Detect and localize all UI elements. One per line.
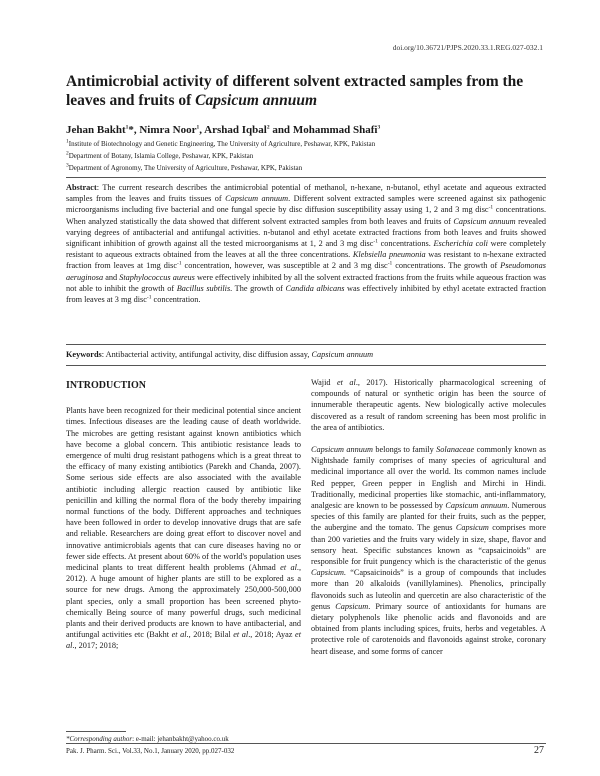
- author-name: Mohammad Shafi: [292, 124, 378, 136]
- species-name: Capsicum annuum: [453, 216, 516, 226]
- body-text: Wajid: [311, 378, 337, 387]
- body-text: . Primary source of antioxidants for humans are dietary polyphenols like phenolic acids and flavonoids and are obtained from plants including spices, fruits, herbs and vegetables. A protective role of carotenoids and flavonoids against stroke, coronary heart disease, and some forms of cancer: [311, 601, 546, 656]
- et-al: et al: [336, 378, 356, 387]
- body-text: ., 2012). A huge amount of higher plants are still to be explored as a source for new drugs. Among the approximately 250,000-500,000 plant species, only a small proportion has been screened phyto-chemically Being source of many powerful drugs, such medicinal plants and their derived products are known to have antibacterial, and antifungal activities etc (Bakht: [66, 563, 301, 640]
- author-name: Jehan Bakht: [66, 124, 126, 136]
- author-name: Nimra Noor: [139, 124, 197, 136]
- abstract-text: and: [103, 272, 120, 282]
- footer-divider: [66, 743, 546, 744]
- body-text: Plants have been recognized for their medicinal potential since ancient times. Infectious diseases are the leading cause of death worldwide. The microbes are getting resistant against known antibiotics which have become a global concern. This antibiotic resistance leads to emergence of multi drug resistant pathogens which is a great threat to the efficacy of many existing antibiotics (Parekh and Chanda, 2007). Some serious side effects are also associated with the available antibiotic including allergic reaction caused by antibiotic like penicillin and killing the normal flora of the body thereby impairing normal functions of the body. Different approaches and techniques have been followed in order to develop innovative drugs that are safe and reliable. Researchers are doing great effort to discover novel and innovative antimicrobials agents that can cure diseases having no or fewer side effects. At present about 60% of the world's population uses medicinal plants to treat different health problems (Ahmad: [66, 406, 301, 573]
- species-name: Solanaceae: [436, 445, 475, 455]
- et-al: et al: [280, 563, 297, 573]
- author-sep: ,: [199, 124, 205, 136]
- affiliation: [66, 152, 253, 161]
- footnote-email[interactable]: : e-mail: jehanbakht@yahoo.co.uk: [132, 735, 229, 743]
- body-text: belongs to family: [372, 445, 437, 455]
- paragraph: [311, 377, 546, 433]
- species-name: Candida albicans: [285, 283, 345, 293]
- species-name: Pseudomonas aeruginosa: [66, 261, 546, 282]
- footnote-divider: [66, 731, 126, 732]
- abstract-text: : The current research describes the antimicrobial potential of methanol, n-hexane, n-butanol, ethyl acetate and aqueous extracted samples from the leaves and fruits tissues of: [66, 183, 546, 204]
- abstract-text: concentrations. When analyzed statistically the data showed that different solvent extracted samples from both leaves and fruits of: [66, 205, 547, 226]
- species-name: Capsicum: [335, 601, 369, 611]
- et-al: et al: [171, 630, 187, 640]
- body-text: . Numerous species of this family are planted for their fruits, such as the pepper, the aubergine and the tomato. The genus: [311, 501, 546, 533]
- doi-link[interactable]: doi.org/10.36721/PJPS.2020.33.1.REG.027-032.1: [392, 43, 543, 52]
- body-text: “Capsaicinoids” is a group of compounds that includes more than 20 alkaloids (vanillylamines). Phenolics, principally flavonoids such as luteolin and quercetin are also characteristic of the genus: [311, 568, 546, 611]
- journal-citation: Pak. J. Pharm. Sci., Vol.33, No.1, January 2020, pp.027-032: [66, 747, 235, 755]
- body-text: ., 2017; 2018;: [72, 641, 119, 651]
- abstract-text: concentrations.: [377, 239, 434, 249]
- author-name: Arshad Iqbal: [204, 124, 267, 136]
- affiliation-text: Institute of Biotechnology and Genetic Engineering, The University of Agriculture, Peshawar, KPK, Pakistan: [68, 140, 376, 148]
- abstract-text: concentration, however, was susceptible at 2 and 3 mg disc: [181, 261, 388, 271]
- title-species: Capsicum annuum: [195, 92, 318, 109]
- exponent: -1: [146, 294, 152, 301]
- species-name: Capsicum: [455, 523, 489, 533]
- abstract-text: . The growth of: [230, 283, 286, 293]
- abstract-text: was effectively inhibited by ethyl acetate extracted fraction from leaves at 3 mg disc: [66, 283, 546, 305]
- footnote-label: *Corresponding author: [66, 735, 133, 743]
- species-name: Capsicum annuum: [225, 194, 289, 204]
- species-name: Capsicum annuum: [445, 501, 508, 511]
- abstract-text: was resistant to n-hexane extracted fraction from leaves at 1mg disc: [66, 250, 547, 271]
- author-affil-sup: 3: [377, 124, 381, 131]
- title-text: Antimicrobial activity of different solvent extracted samples from the leaves and fruits of: [66, 73, 524, 109]
- section-divider: [66, 177, 546, 178]
- body-text: commonly known as Nightshade family comprises of many species of agricultural and medicinal importance all over the world. Its common names include Red pepper, Green pepper in English and Mirchi in Hindi. Traditionally, medicinal properties like stomachic, anti-inflammatory, analgesic are known to be possessed by: [311, 445, 546, 511]
- body-text: ., 2018; Ayaz: [248, 630, 296, 640]
- corresponding-author: [66, 735, 229, 743]
- affiliation-sup: 1: [66, 138, 69, 145]
- section-divider: [66, 365, 546, 366]
- paragraph: [311, 444, 546, 657]
- keywords-species: Capsicum annuum: [311, 350, 374, 359]
- species-name: Escherichia coli: [433, 239, 488, 249]
- species-name: Staphylococcus aureus: [119, 272, 195, 282]
- species-name: Capsicum.: [311, 568, 347, 578]
- keywords: [66, 350, 546, 359]
- exponent: -1: [373, 238, 378, 245]
- abstract-label: Abstract: [66, 183, 97, 192]
- page-number: 27: [534, 745, 544, 756]
- abstract-text: revealed varying degrees of antibacterial and antifungal activities. n-butanol and ethyl acetate extracted fractions from both leaves and fruits showed significant inhibition of growth against all the tested microorganisms at 1, 2 and 3 mg disc: [66, 216, 547, 249]
- exponent: -1: [488, 204, 494, 211]
- abstract: [66, 182, 546, 305]
- author-affil-sup: 1: [196, 124, 200, 131]
- et-al: et al: [233, 630, 249, 640]
- left-column: [66, 380, 301, 663]
- abstract-text: concentrations. The growth of: [392, 261, 501, 271]
- affiliation-text: Department of Botany, Islamia College, Peshawar, KPK, Pakistan: [68, 152, 254, 160]
- exponent: -1: [177, 260, 182, 267]
- abstract-text: were completely resistant to aqueous extracts obtained from the leaves at all the three concentrations.: [66, 239, 546, 260]
- et-al: et al: [66, 630, 301, 651]
- affiliation-sup: 3: [66, 162, 69, 169]
- section-heading: INTRODUCTION: [66, 380, 147, 391]
- species-name: Klebsiella pneumonia: [352, 250, 426, 260]
- right-column: [311, 377, 546, 668]
- body-text: ., 2018; Bilal: [186, 630, 234, 640]
- species-name: Capsicum annuum: [311, 445, 373, 455]
- article-title: [66, 72, 546, 110]
- keywords-text: : Antibacterial activity, antifungal activity, disc diffusion assay,: [101, 350, 312, 359]
- keywords-label: Keywords: [66, 350, 102, 359]
- abstract-text: were effectively inhibited by all the solvent extracted fractions from the fruits while aqueous fraction was not able to inhibit the growth of: [66, 272, 546, 293]
- abstract-text: . Different solvent extracted samples were screened against six pathogenic microorganisms including five bacterial and one fungal specie by disc diffusion susceptibility assay using 1, 2 and 3 mg disc: [66, 194, 546, 215]
- author-sep: and: [269, 124, 293, 136]
- affiliation-text: Department of Agronomy, The University of Agriculture, Peshawar, KPK, Pakistan: [68, 164, 303, 172]
- author-list: [66, 124, 380, 136]
- affiliation: [66, 164, 302, 173]
- author-sep: *,: [128, 124, 140, 136]
- author-affil-sup: 2: [266, 124, 270, 131]
- paragraph: [66, 405, 301, 651]
- abstract-text: concentration.: [151, 295, 201, 305]
- body-text: ., 2017). Historically pharmacological screening of compounds of natural or synthetic origin has been the source of innumerable therapeutic agents. New biologically active molecules discovered as a result of random screening has been most prolific in the area of antibiotics.: [311, 378, 546, 432]
- affiliation-sup: 2: [66, 150, 69, 157]
- body-text: comprises more than 200 varieties and the fruits vary widely in size, shape, flavor and sensory heat. Specific substances known as “capsaicinoids” are responsible for fruit pungency which is the characteristic of the genus: [311, 523, 546, 567]
- affiliation: [66, 140, 375, 149]
- exponent: -1: [387, 260, 393, 267]
- author-affil-sup: 1: [125, 124, 129, 131]
- section-divider: [66, 344, 546, 345]
- species-name: Bacillus subtilis: [176, 283, 231, 293]
